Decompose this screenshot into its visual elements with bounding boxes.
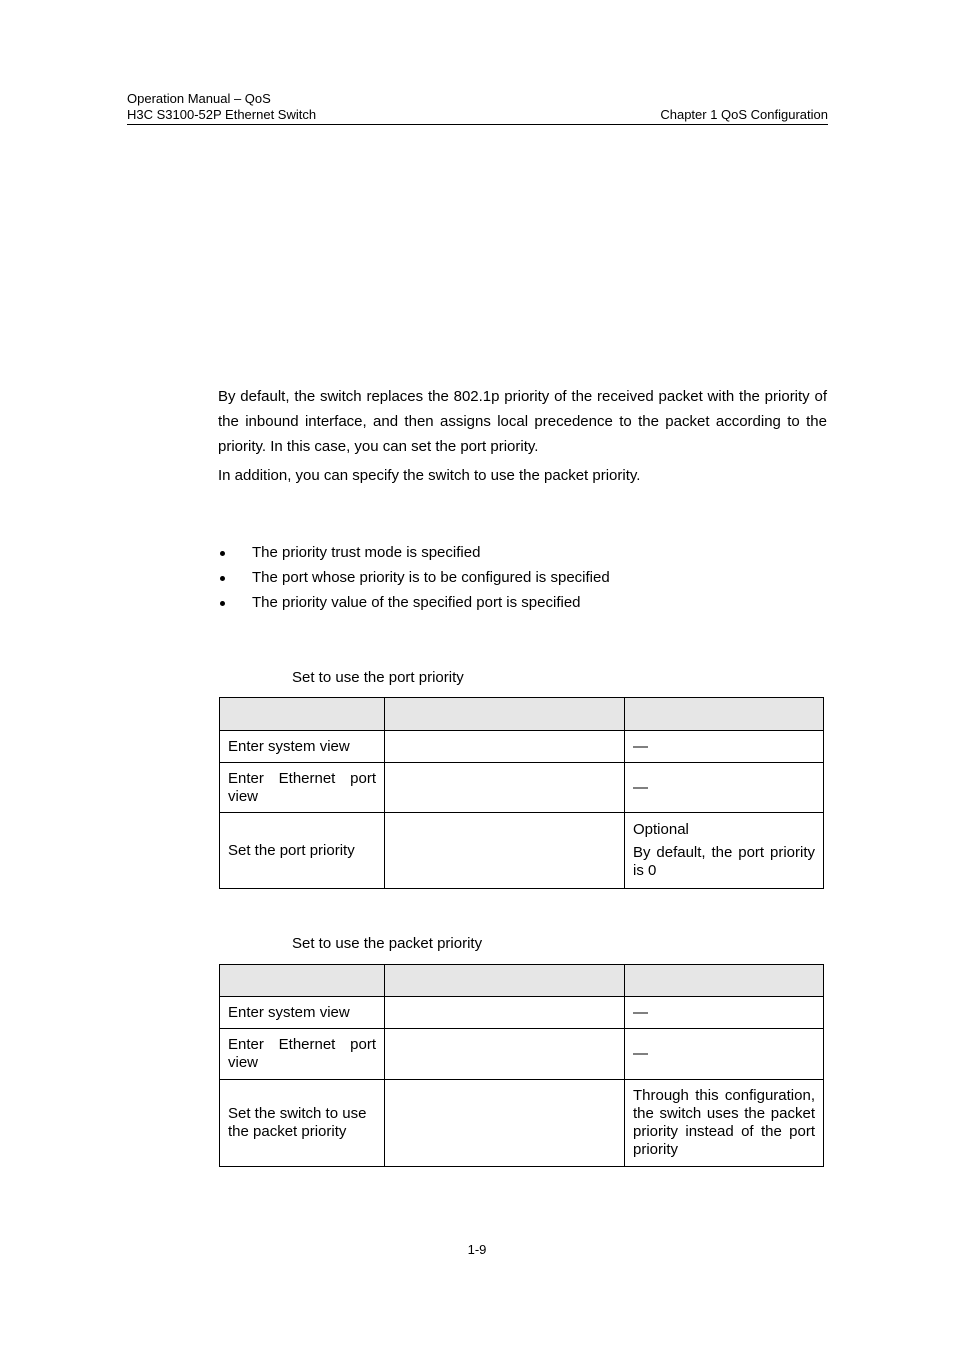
command-cell xyxy=(385,1080,625,1167)
header-operation xyxy=(220,965,385,997)
manual-title: Operation Manual – QoS xyxy=(127,91,271,106)
list-item xyxy=(218,543,610,568)
operation-cell: Enter Ethernet port view xyxy=(220,763,385,813)
operation-cell: Enter system view xyxy=(220,731,385,763)
remarks-cell: — xyxy=(625,1029,824,1080)
list-item-text: The priority value of the specified port is specified xyxy=(252,594,581,611)
remarks-cell xyxy=(625,813,824,889)
table2-caption: Set to use the packet priority xyxy=(292,935,483,952)
table-header-row xyxy=(220,965,824,997)
remarks-cell: — xyxy=(625,763,824,813)
command-cell xyxy=(385,763,625,813)
header-command xyxy=(385,698,625,731)
command-cell xyxy=(385,731,625,763)
table-row xyxy=(220,997,824,1029)
operation-cell: Set the switch to use the packet priority xyxy=(220,1080,385,1167)
header-remarks xyxy=(625,965,824,997)
list-item xyxy=(218,593,610,618)
intro-paragraph-2: In addition, you can specify the switch to use the packet priority. xyxy=(218,467,641,484)
running-header-left xyxy=(127,91,316,123)
command-cell xyxy=(385,813,625,889)
bullet-icon xyxy=(220,576,225,581)
remarks-cell: Through this configuration, the switch uses the packet priority instead of the port priority xyxy=(625,1080,824,1167)
remarks-line: By default, the port priority is 0 xyxy=(633,844,815,879)
operation-cell: Set the port priority xyxy=(220,813,385,889)
header-command xyxy=(385,965,625,997)
chapter-title: Chapter 1 QoS Configuration xyxy=(660,107,828,122)
table-header-row xyxy=(220,698,824,731)
remarks-cell: — xyxy=(625,997,824,1029)
page-number: 1-9 xyxy=(467,1242,487,1257)
operation-cell: Enter Ethernet port view xyxy=(220,1029,385,1080)
list-item-text: The port whose priority is to be configured is specified xyxy=(252,569,610,586)
bullet-icon xyxy=(220,601,225,606)
bullet-icon xyxy=(220,551,225,556)
packet-priority-table xyxy=(219,964,824,1167)
remarks-cell: — xyxy=(625,731,824,763)
operation-cell: Enter system view xyxy=(220,997,385,1029)
intro-paragraph-1 xyxy=(218,384,827,459)
table-row xyxy=(220,731,824,763)
product-name: H3C S3100-52P Ethernet Switch xyxy=(127,107,317,122)
table-row xyxy=(220,1029,824,1080)
command-cell xyxy=(385,997,625,1029)
remarks-line: Optional xyxy=(633,821,689,838)
table-row xyxy=(220,1080,824,1167)
list-item xyxy=(218,568,610,593)
table1-caption: Set to use the port priority xyxy=(292,669,464,686)
list-item-text: The priority trust mode is specified xyxy=(252,544,481,561)
table-row xyxy=(220,813,824,889)
table-row xyxy=(220,763,824,813)
port-priority-table xyxy=(219,697,824,889)
header-operation xyxy=(220,698,385,731)
header-rule xyxy=(127,124,828,125)
intro-text-1: By default, the switch replaces the 802.1p priority of the received packet with the priority of the inbound interface, and then assigns local precedence to the packet according to the priority. In this case, you can set the port priority. xyxy=(218,388,827,455)
header-remarks xyxy=(625,698,824,731)
command-cell xyxy=(385,1029,625,1080)
prerequisite-list xyxy=(218,543,610,618)
